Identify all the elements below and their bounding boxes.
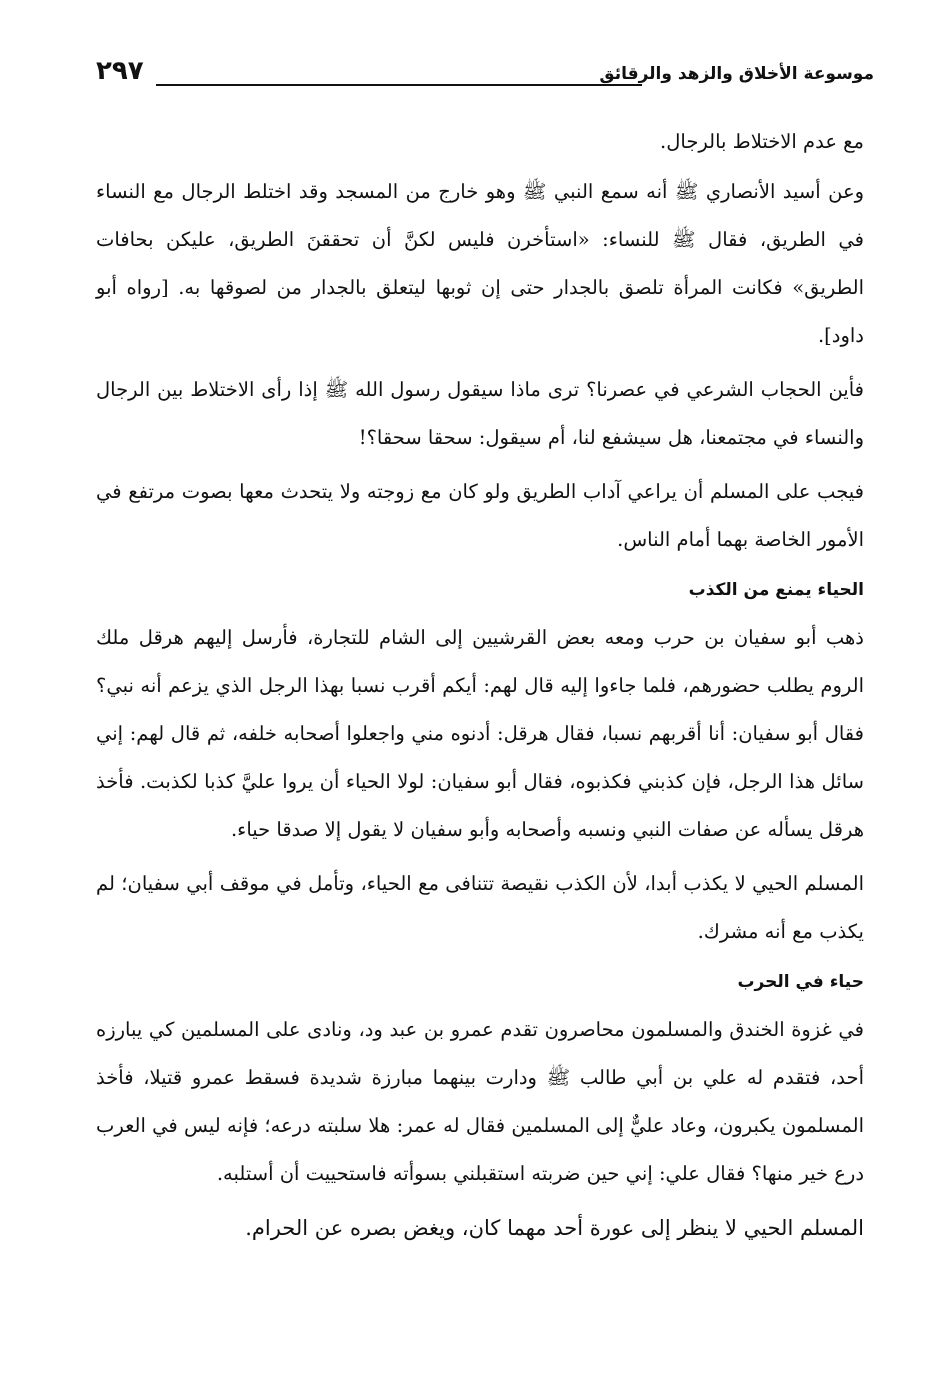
paragraph: المسلم الحيي لا يكذب أبدا، لأن الكذب نقيصة تتنافى مع الحياء، وتأمل في موقف أبي سفيان؛ لم يكذب مع أنه مشرك. bbox=[96, 872, 864, 943]
section-heading: الحياء يمنع من الكذب bbox=[688, 580, 864, 600]
paragraph: وعن أسيد الأنصاري ﷺ أنه سمع النبي ﷺ وهو خارج من المسجد وقد اختلط الرجال مع النساء في الطريق، فقال ﷺ للنساء: «استأخرن فليس لكنَّ أن تحققنَ الطريق، عليكن بحافات الطريق» فكانت المرأة تلصق بالجدار حتى إن ثوبها ليتعلق بالجدار من لصوقها به. [رواه أبو داود]. bbox=[96, 180, 864, 347]
paragraph: فأين الحجاب الشرعي في عصرنا؟ ترى ماذا سيقول رسول الله ﷺ إذا رأى الاختلاط بين الرجال والنساء في مجتمعنا، هل سيشفع لنا، أم سيقول: سحقا سحقا؟! bbox=[96, 378, 864, 449]
paragraph: مع عدم الاختلاط بالرجال. bbox=[660, 130, 864, 153]
page-number: ٢٩٧ bbox=[96, 56, 144, 86]
page-header bbox=[96, 56, 874, 96]
paragraph: المسلم الحيي لا ينظر إلى عورة أحد مهما كان، ويغض بصره عن الحرام. bbox=[245, 1216, 864, 1240]
book-title: موسوعة الأخلاق والزهد والرقائق bbox=[599, 64, 874, 84]
paragraph: ذهب أبو سفيان بن حرب ومعه بعض القرشيين إلى الشام للتجارة، فأرسل إليهم هرقل ملك الروم يطلب حضورهم، فلما جاءوا إليه قال لهم: أيكم أقرب نسبا بهذا الرجل الذي يزعم أنه نبي؟ فقال أبو سفيان: أنا أقربهم نسبا، فقال هرقل: أدنوه مني واجعلوا أصحابه خلفه، ثم قال لهم: إني سائل هذا الرجل، فإن كذبني فكذبوه، فقال أبو سفيان: لولا الحياء أن يروا عليَّ كذبا لكذبت. فأخذ هرقل يسأله عن صفات النبي ونسبه وأصحابه وأبو سفيان لا يقول إلا صدقا حياء. bbox=[96, 626, 864, 841]
section-heading: حياء في الحرب bbox=[737, 972, 864, 992]
paragraph: فيجب على المسلم أن يراعي آداب الطريق ولو كان مع زوجته ولا يتحدث معها بصوت مرتفع في الأمور الخاصة بهما أمام الناس. bbox=[96, 480, 864, 551]
paragraph: في غزوة الخندق والمسلمون محاصرون تقدم عمرو بن عبد ود، ونادى على المسلمين كي يبارزه أحد، فتقدم له علي بن أبي طالب ﷺ ودارت بينهما مبارزة شديدة فسقط عمرو قتيلا، فأخذ المسلمون يكبرون، وعاد عليٌّ إلى المسلمين فقال له عمر: هلا سلبته درعه؛ فإنه ليس في العرب درع خير منها؟ فقال علي: إني حين ضربته استقبلني بسوأته فاستحييت أن أستلبه. bbox=[96, 1018, 864, 1185]
header-divider bbox=[156, 84, 642, 86]
page-body bbox=[96, 118, 864, 1258]
